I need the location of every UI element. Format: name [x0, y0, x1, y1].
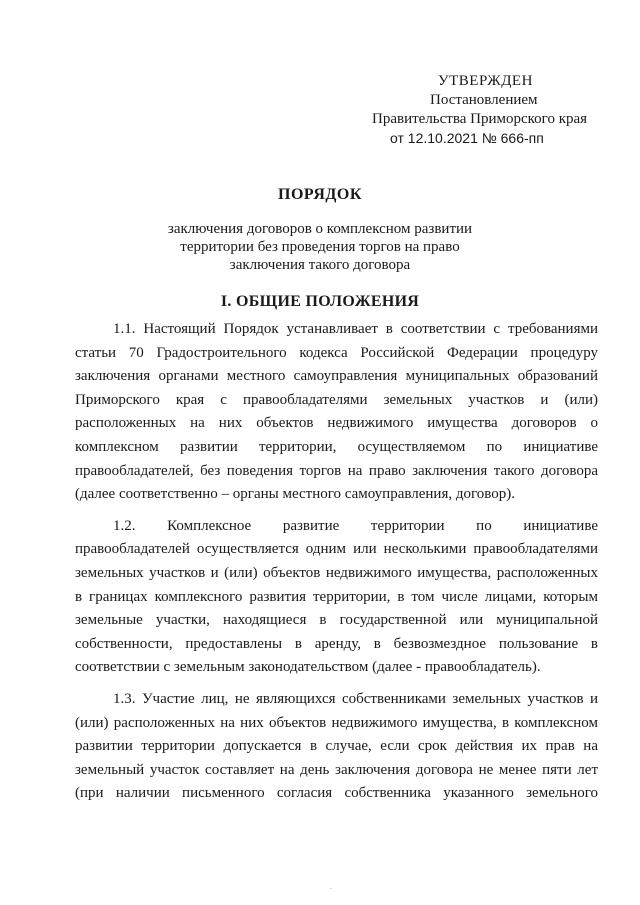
text-line: (при наличии письменного согласия собственника указанного земельного	[75, 785, 598, 802]
text-line: (или) расположенных на них объектов недвижимого имущества, в комплексном	[75, 714, 598, 731]
text-line: статьи 70 Градостроительного кодекса Российской Федерации процедуру	[75, 344, 598, 361]
body-text	[75, 318, 598, 806]
text-line: (далее соответственно – органы местного самоуправления, договор).	[75, 486, 515, 503]
subtitle-line: заключения такого договора	[229, 257, 411, 273]
text-line: комплексном развитии территории, осуществляемом по инициативе	[75, 438, 598, 455]
approval-date: от 12.10.2021 № 666-пп	[390, 130, 544, 146]
approval-title: УТВЕРЖДЕН	[438, 73, 533, 89]
text-line: 1.1. Настоящий Порядок устанавливает в соответствии с требованиями	[113, 321, 598, 337]
paragraph-1-2	[75, 515, 598, 680]
subtitle-line: заключения договоров о комплексном развитии	[167, 221, 473, 237]
paragraph-1-3	[75, 688, 598, 806]
section-heading: I. ОБЩИЕ ПОЛОЖЕНИЯ	[220, 293, 420, 310]
text-line: Приморского края с правообладателями земельных участков и (или)	[75, 391, 598, 408]
footer-mark: .	[330, 882, 332, 891]
text-line: 1.3. Участие лиц, не являющихся собственниками земельных участков и	[113, 690, 598, 707]
approval-government: Правительства Приморского края	[372, 111, 588, 127]
approval-stamp	[372, 72, 602, 148]
text-line: развитии территории допускается в случае, если срок действия их прав на	[75, 738, 598, 755]
text-line: 1.2. Комплексное развитие территории по инициативе	[113, 517, 598, 534]
text-line: правообладателей, без поведения торгов на право заключения такого договора	[75, 462, 598, 479]
document-subtitle	[150, 220, 490, 274]
text-line: земельные участки, находящиеся в государственной или муниципальной	[75, 612, 598, 629]
text-line: расположенных на них объектов недвижимого имущества договоров о	[75, 415, 598, 432]
text-line: заключения органами местного самоуправления муниципальных образований	[75, 368, 598, 385]
text-line: в границах комплексного развития территории, в том числе лицами, которым	[75, 588, 598, 605]
text-line: земельный участок составляет на день заключения договора не менее пяти лет	[75, 761, 598, 778]
document-title: ПОРЯДОК	[278, 186, 362, 203]
text-line: собственности, предоставлены в аренду, в безвозмездное пользование в	[75, 635, 598, 652]
subtitle-line: территории без проведения торгов на право	[180, 239, 460, 255]
paragraph-1-1	[75, 318, 598, 507]
text-line: земельных участков и (или) объектов недвижимого имущества, расположенных	[75, 564, 598, 581]
text-line: соответствии с земельным законодательством (далее - правообладатель).	[75, 659, 541, 676]
text-line: правообладателей осуществляется одним или несколькими правообладателями	[75, 541, 598, 558]
approval-by: Постановлением	[430, 92, 538, 108]
